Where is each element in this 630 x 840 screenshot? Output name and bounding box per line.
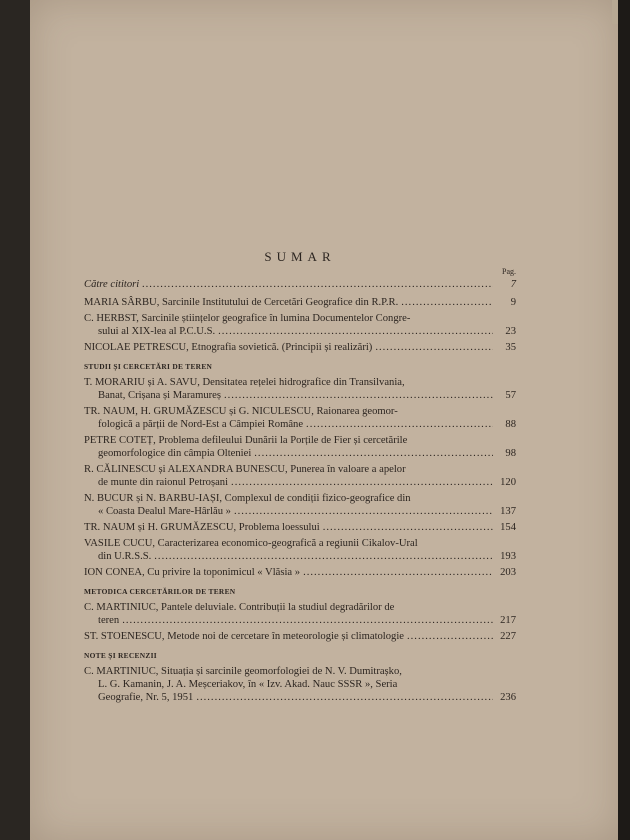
entry-line-1: [84, 521, 516, 534]
entry-line-2: [84, 550, 516, 563]
section-heading-studii: STUDII ȘI CERCETĂRI DE TEREN: [84, 362, 213, 371]
entry-page: 227: [500, 631, 516, 642]
entry-page: 137: [500, 506, 516, 517]
entry-text: NICOLAE PETRESCU, Etnografia sovietică. (Principii și realizări): [84, 342, 373, 353]
entry-line-2: [84, 389, 516, 402]
entry-page: 154: [500, 522, 516, 533]
entry-text: MARIA SÂRBU, Sarcinile Institutului de Cercetări Geografice din R.P.R.: [84, 297, 399, 308]
entry-text: sului al XIX-lea al P.C.U.S.: [98, 326, 216, 337]
section-metodica-entries: [84, 601, 516, 643]
entry-text: Banat, Crișana și Maramureș: [98, 390, 221, 401]
page-title: SUMAR: [264, 249, 336, 264]
entry-line-1: C. MARTINIUC, Pantele deluviale. Contribuții la studiul degradărilor de: [84, 602, 395, 613]
entry-text: ION CONEA, Cu privire la toponimicul « Vlăsia »: [84, 567, 301, 578]
toc-entry: [84, 492, 516, 518]
leader-dots: [218, 325, 493, 338]
section-heading-metodica: METODICA CERCETĂRILOR DE TEREN: [84, 587, 236, 596]
leader-dots: [234, 505, 493, 518]
entry-text: de munte din raionul Petroșani: [98, 477, 229, 488]
leader-dots: [306, 418, 493, 431]
leader-dots: [407, 630, 493, 643]
entry-line-1: [84, 566, 516, 579]
leader-dots: [122, 614, 493, 627]
entry-line-1: TR. NAUM, H. GRUMĂZESCU și G. NICULESCU, Raionarea geomor-: [84, 406, 398, 417]
entry-line-1: C. MARTINIUC, Situația și sarcinile geomorfologiei de N. V. Dumitrașko,: [84, 666, 402, 677]
entry-text: ST. STOENESCU, Metode noi de cercetare în meteorologie și climatologie: [84, 631, 404, 642]
toc-entry: [84, 665, 516, 704]
leader-dots: [401, 296, 493, 309]
entry-line-1: C. HERBST, Sarcinile științelor geografice în lumina Documentelor Congre-: [84, 313, 411, 324]
entry-text: din U.R.S.S.: [98, 551, 152, 562]
entry-page: 98: [505, 448, 516, 459]
entry-page: 7: [510, 279, 516, 290]
entry-line-1: T. MORARIU și A. SAVU, Densitatea rețelei hidrografice din Transilvania,: [84, 377, 405, 388]
entry-line-2: [84, 614, 516, 627]
entry-line-2: [84, 418, 516, 431]
entry-line-2: [84, 476, 516, 489]
leader-dots: [323, 521, 493, 534]
entry-line-2: L. G. Kamanin, J. A. Meșceriakov, în « Izv. Akad. Nauc SSSR », Seria: [98, 679, 398, 690]
toc-entry: [84, 630, 516, 643]
entry-text: « Coasta Dealul Mare-Hârlău »: [98, 506, 231, 517]
toc-entry: [84, 376, 516, 402]
entry-line-3: [84, 691, 516, 704]
toc-entry: [84, 434, 516, 460]
toc-entry: [84, 463, 516, 489]
intro-entry: [84, 278, 516, 291]
leader-dots: [254, 447, 493, 460]
entry-text: fologică a părții de Nord-Est a Câmpiei Române: [98, 419, 304, 430]
entry-line-1: R. CĂLINESCU și ALEXANDRA BUNESCU, Punerea în valoare a apelor: [84, 464, 406, 475]
entry-text: Geografie, Nr. 5, 1951: [98, 692, 194, 703]
leader-dots: [154, 550, 493, 563]
entry-page: 236: [500, 692, 516, 703]
top-entries: [84, 296, 516, 354]
table-of-contents: [84, 250, 516, 707]
entry-line-1: VASILE CUCU, Caracterizarea economico-geografică a regiunii Cikalov-Ural: [84, 538, 418, 549]
toc-entry: [84, 296, 516, 309]
leader-dots: [375, 341, 493, 354]
leader-dots: [231, 476, 493, 489]
background-edge: [618, 0, 630, 840]
toc-entry: [84, 566, 516, 579]
entry-text: teren: [98, 615, 120, 626]
entry-page: 23: [505, 326, 516, 337]
entry-text: Către cititori: [84, 279, 140, 290]
leader-dots: [142, 278, 493, 291]
entry-line-2: [84, 505, 516, 518]
toc-entry: [84, 341, 516, 354]
page-column-label: Pag.: [502, 267, 516, 276]
entry-line-1: [84, 341, 516, 354]
entry-text: TR. NAUM și H. GRUMĂZESCU, Problema loessului: [84, 522, 320, 533]
entry-page: 35: [505, 342, 516, 353]
toc-entry: [84, 521, 516, 534]
entry-page: 120: [500, 477, 516, 488]
section-studii-entries: [84, 376, 516, 579]
entry-line-1: N. BUCUR și N. BARBU-IAȘI, Complexul de condiții fizico-geografice din: [84, 493, 411, 504]
entry-page: 203: [500, 567, 516, 578]
toc-entry: [84, 601, 516, 627]
leader-dots: [303, 566, 493, 579]
entry-page: 217: [500, 615, 516, 626]
toc-entry: [84, 312, 516, 338]
entry-line-2: [84, 447, 516, 460]
toc-entry: [84, 537, 516, 563]
entry-line-1: [84, 296, 516, 309]
leader-dots: [224, 389, 493, 402]
toc-entry: [84, 405, 516, 431]
entry-page: 88: [505, 419, 516, 430]
entry-page: 9: [510, 297, 516, 308]
entry-line-1: [84, 630, 516, 643]
entry-line-2: [84, 325, 516, 338]
entry-page: 193: [500, 551, 516, 562]
entry-text: geomorfologice din câmpia Olteniei: [98, 448, 252, 459]
entry-page: 57: [505, 390, 516, 401]
section-heading-note: NOTE ȘI RECENZII: [84, 651, 157, 660]
entry-line-1: PETRE COTEȚ, Problema defileului Dunării la Porțile de Fier și cercetările: [84, 435, 408, 446]
leader-dots: [196, 691, 493, 704]
